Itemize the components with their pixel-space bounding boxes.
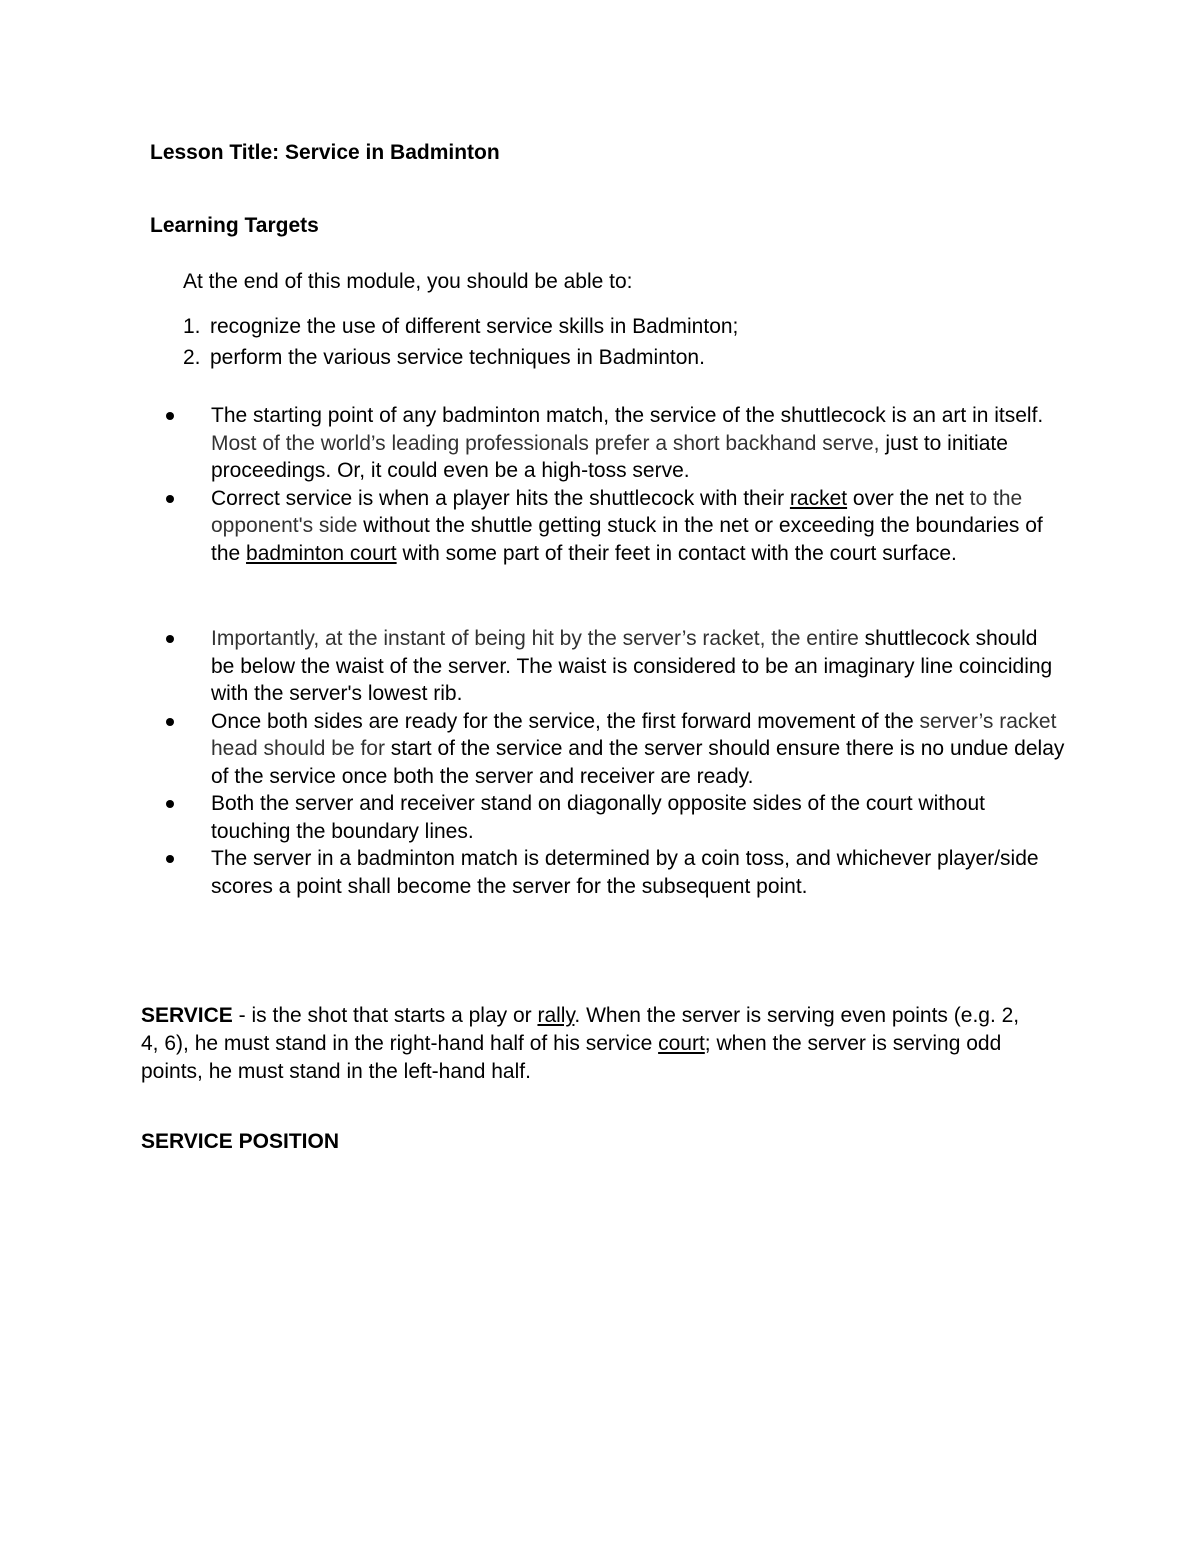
list-item: [166, 485, 1066, 568]
bullet-text: over the net: [847, 486, 964, 510]
bullet-list-2: [166, 625, 1066, 900]
court-link[interactable]: court: [658, 1032, 705, 1055]
bullet-text: Importantly, at the instant of being hit by the server’s racket, the entire: [211, 627, 859, 650]
bullet-text: Correct service is when a player hits the shuttlecock with their: [211, 486, 790, 510]
bullet-text: server’s racket head should be for: [211, 709, 1057, 760]
learning-targets-list: [183, 311, 738, 373]
list-item: [166, 790, 1066, 845]
bullet-text: with some part of their feet in contact with the court surface.: [396, 541, 957, 565]
racket-link[interactable]: racket: [789, 486, 848, 510]
list-number: 1.: [183, 315, 201, 338]
service-paragraph: [141, 1002, 1041, 1086]
list-item: [166, 708, 1066, 791]
bullet-text: Most of the world’s leading professionals prefer a short backhand serve,: [211, 431, 880, 455]
service-text: ; when the server is serving odd points, he must stand in the left-hand half.: [141, 1032, 1002, 1083]
service-position-heading: SERVICE POSITION: [141, 1130, 339, 1153]
list-item-text: recognize the use of different service skills in Badminton;: [210, 315, 739, 338]
bullet-icon: [166, 855, 174, 863]
list-item-text: perform the various service techniques in Badminton.: [210, 346, 705, 369]
bullet-text: The server in a badminton match is determined by a coin toss, and whichever player/side scores a point shall become the server for the subsequent point.: [211, 847, 1039, 898]
bullet-text: to the opponent's side: [211, 486, 1023, 537]
list-number: 2.: [183, 346, 201, 369]
bullet-icon: [166, 495, 174, 503]
list-item: [166, 845, 1066, 900]
service-text: . When the server is serving even points (e.g. 2, 4, 6), he must stand in the right-hand half of his service: [141, 1004, 1020, 1055]
service-text: - is the shot that starts a play or: [232, 1004, 538, 1027]
bullet-text: Both the server and receiver stand on diagonally opposite sides of the court without touching the boundary lines.: [211, 792, 985, 843]
bullet-list-1: [166, 402, 1066, 567]
list-item: [166, 625, 1066, 708]
bullet-text: start of the service and the server should ensure there is no undue delay of the service once both the server and receiver are ready.: [211, 737, 1065, 788]
bullet-icon: [166, 800, 174, 808]
service-term: SERVICE: [141, 1004, 233, 1027]
list-item: [183, 311, 738, 342]
badminton-court-link[interactable]: badminton court: [246, 541, 397, 565]
bullet-icon: [166, 412, 174, 420]
learning-targets-heading: Learning Targets: [150, 214, 319, 237]
bullet-text: shuttlecock should be below the waist of the server. The waist is considered to be an imaginary line coinciding with the server's lowest rib.: [211, 627, 1053, 705]
bullet-text: The starting point of any badminton match, the service of the shuttlecock is an art in itself.: [211, 404, 1044, 427]
bullet-icon: [166, 718, 174, 726]
bullet-icon: [166, 635, 174, 643]
intro-text: At the end of this module, you should be able to:: [183, 270, 633, 293]
bullet-text: Once both sides are ready for the service, the first forward movement of the: [211, 709, 914, 733]
lesson-title: Lesson Title: Service in Badminton: [150, 141, 500, 164]
list-item: [166, 402, 1066, 485]
bullet-text: without the shuttle getting stuck in the net or exceeding the boundaries of the: [211, 514, 1043, 565]
rally-link[interactable]: rally: [537, 1004, 575, 1027]
list-item: [183, 342, 738, 373]
bullet-text: just to initiate proceedings. Or, it could even be a high-toss serve.: [211, 431, 1008, 482]
